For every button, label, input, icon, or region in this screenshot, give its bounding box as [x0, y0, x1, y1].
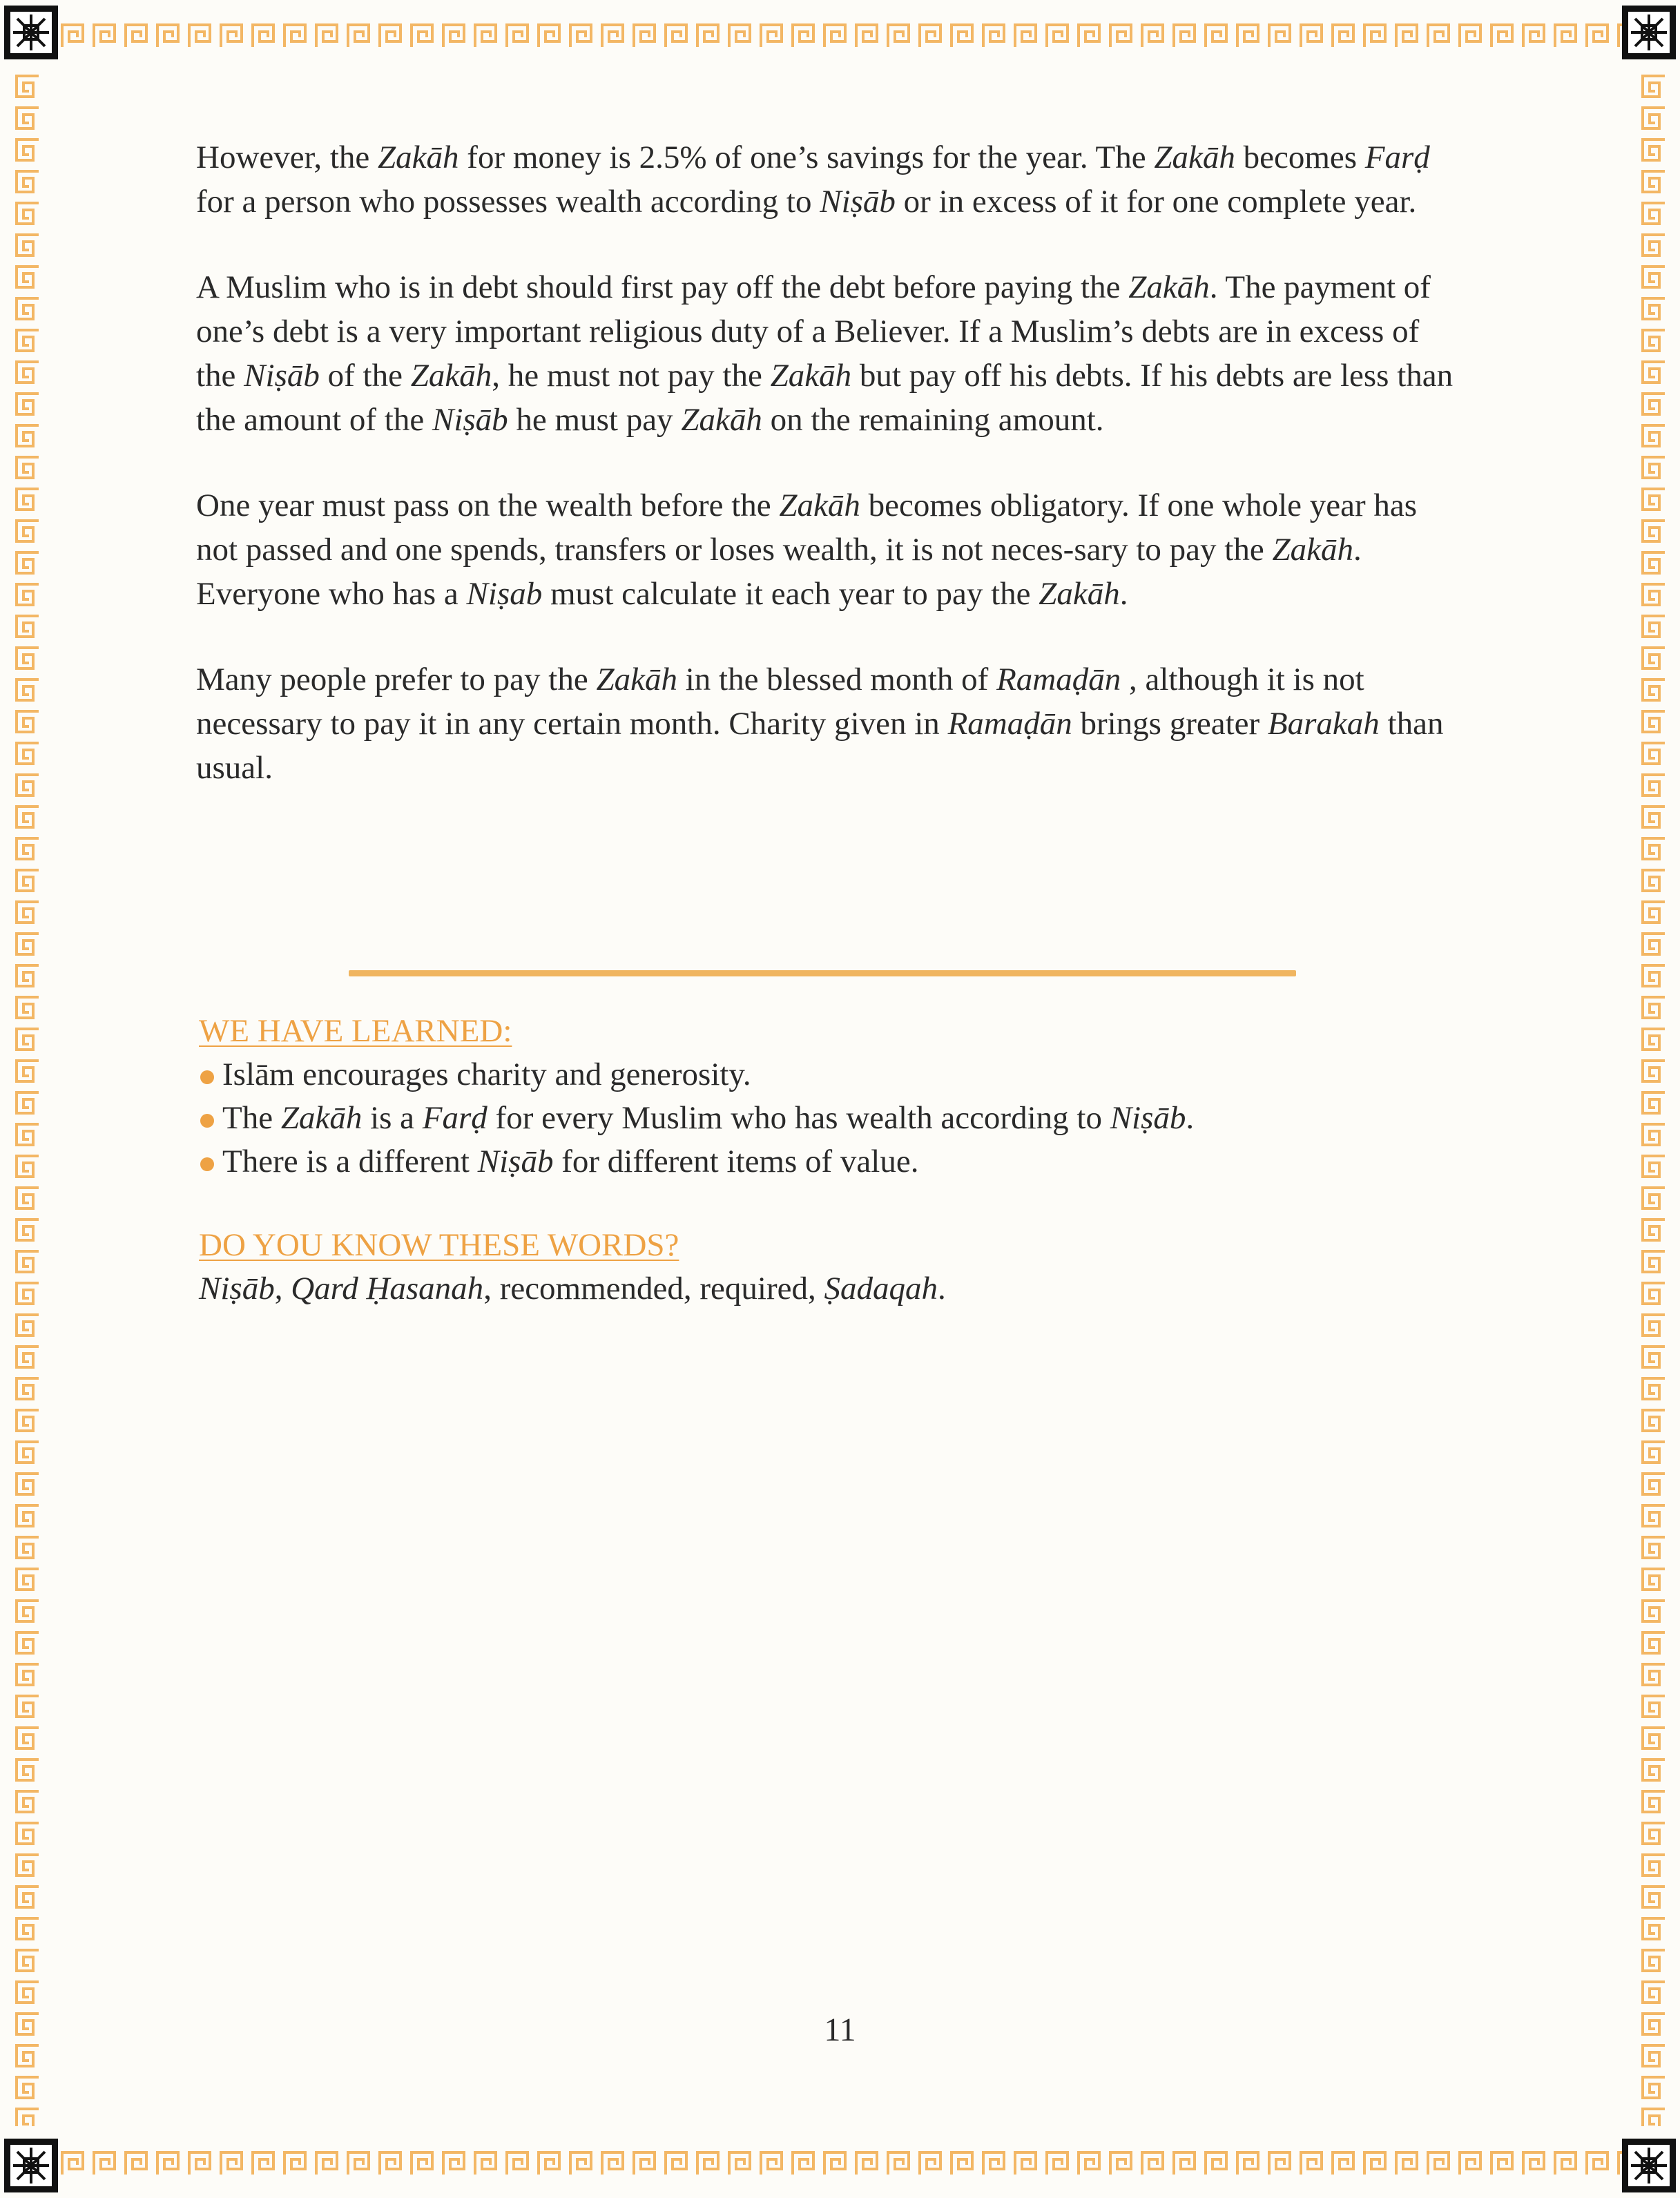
we-have-learned-section — [199, 1010, 1462, 1184]
paragraph-debt: A Muslim who is in debt should first pay off the debt before paying the Zakāh. The payment of one’s debt is a very important religious duty of a Believer. If a Muslim’s debts are in excess of the Niṣāb of the Zakāh, he must not pay the Zakāh but pay off his debts. If his debts are less than the amount of the Niṣāb he must pay Zakāh on the remaining amount. — [196, 269, 1454, 438]
corner-ornament-icon — [4, 2139, 58, 2192]
learned-bullet — [199, 1053, 1462, 1097]
know-these-words-heading: DO YOU KNOW THESE WORDS? — [199, 1227, 679, 1263]
border-right — [1637, 72, 1669, 2126]
border-top — [58, 19, 1622, 51]
vocabulary-list: Niṣāb, Qard Ḥasanah, recommended, required, Ṣadaqah. — [199, 1271, 946, 1307]
page-number: 11 — [824, 2012, 856, 2048]
corner-ornament-icon — [1622, 2139, 1676, 2192]
paragraph-zakah-rate: However, the Zakāh for money is 2.5% of one’s savings for the year. The Zakāh becomes Farḍ for a person who possesses wealth according to Niṣāb or in excess of it for one complete year. — [196, 139, 1430, 220]
body-text — [196, 135, 1463, 831]
bullet-dot-icon — [200, 1070, 214, 1084]
learned-bullet-text: Islām encourages charity and generosity. — [222, 1057, 751, 1092]
learned-bullet — [199, 1140, 1462, 1184]
paragraph-ramadan: Many people prefer to pay the Zakāh in the blessed month of Ramaḍān , although it is not necessary to pay it in any certain month. Charity given in Ramaḍān brings greater Barakah than usual. — [196, 662, 1444, 786]
bullet-dot-icon — [200, 1157, 214, 1171]
paragraph-one-year: One year must pass on the wealth before the Zakāh becomes obligatory. If one whole year has not passed and one spends, transfers or loses wealth, it is not neces-sary to pay the Zakāh. Everyone who has a Niṣab must calculate it each year to pay the Zakāh. — [196, 488, 1418, 612]
border-bottom — [58, 2147, 1622, 2179]
learned-bullet-text: The Zakāh is a Farḍ for every Muslim who has wealth according to Niṣāb. — [222, 1100, 1195, 1136]
border-left — [11, 72, 43, 2126]
learned-bullet-text: There is a different Niṣāb for different items of value. — [222, 1144, 919, 1179]
bullet-dot-icon — [200, 1114, 214, 1128]
know-these-words-section — [199, 1224, 1462, 1311]
corner-ornament-icon — [4, 6, 58, 59]
we-have-learned-heading: WE HAVE LEARNED: — [199, 1013, 512, 1049]
section-divider — [349, 970, 1296, 976]
learned-bullet — [199, 1097, 1462, 1140]
corner-ornament-icon — [1622, 6, 1676, 59]
